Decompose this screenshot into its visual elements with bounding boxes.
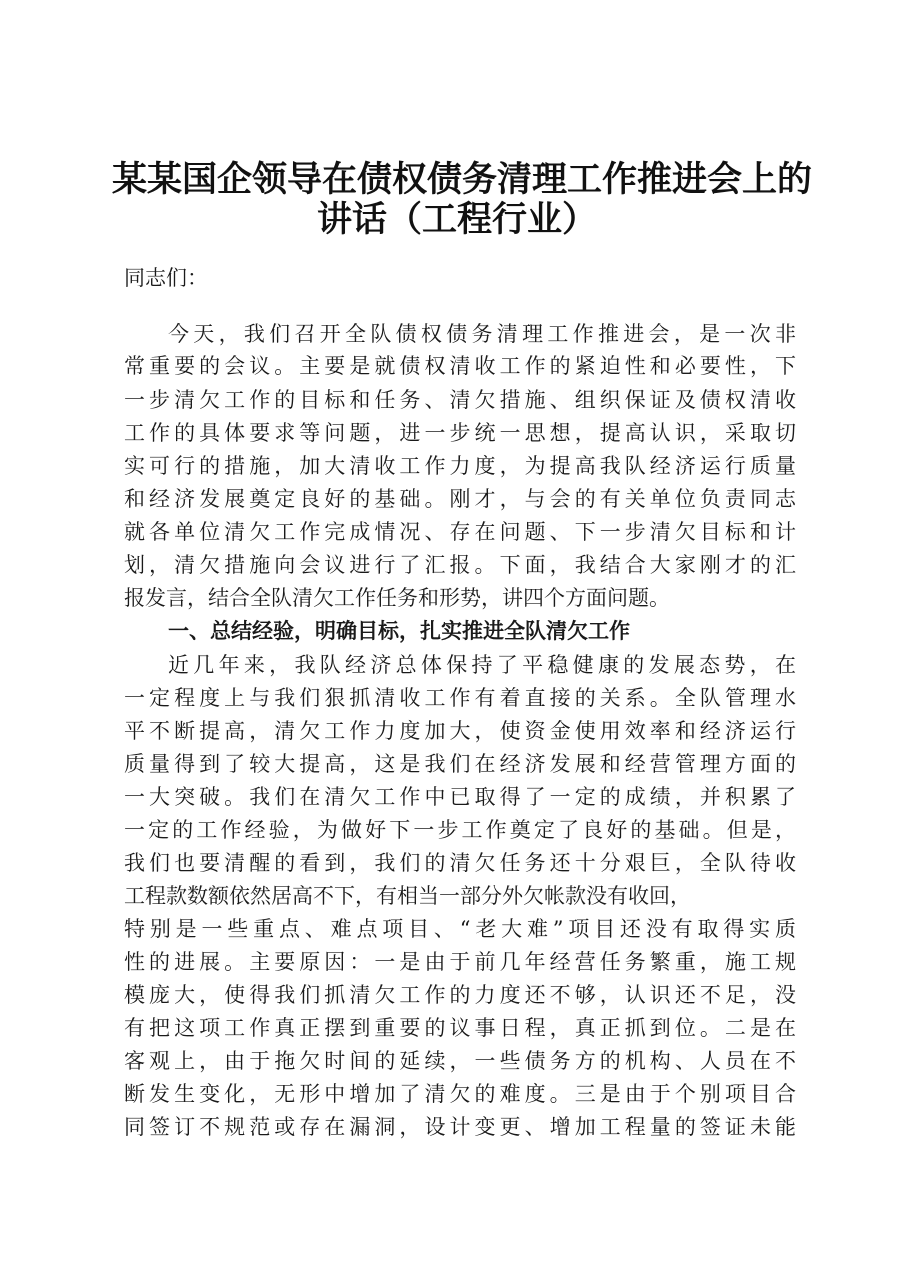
paragraph-line: 客观上，由于拖欠时间的延续，一些债务方的机构、人员在不 — [124, 1049, 796, 1073]
salutation: 同志们： — [124, 266, 208, 290]
paragraph-line: 平不断提高，清欠工作力度加大，使资金使用效率和经济运行 — [124, 719, 796, 743]
paragraph-line: 就各单位清欠工作完成情况、存在问题、下一步清欠目标和计 — [124, 520, 796, 544]
document-title-line1: 某某国企领导在债权债务清理工作推进会上的 — [112, 159, 813, 200]
paragraph-line: 工程款数额依然居高不下，有相当一部分外欠帐款没有收回， — [124, 884, 691, 908]
paragraph-line: 断发生变化，无形中增加了清欠的难度。三是由于个别项目合 — [124, 1082, 796, 1106]
paragraph-line: 今天，我们召开全队债权债务清理工作推进会，是一次非 — [168, 322, 796, 346]
paragraph-line: 同签订不规范或存在漏洞，设计变更、增加工程量的签证未能 — [124, 1115, 796, 1139]
paragraph-line: 我们也要清醒的看到，我们的清欠任务还十分艰巨，全队待收 — [124, 851, 796, 875]
paragraph-line: 划，清欠措施向会议进行了汇报。下面，我结合大家刚才的汇 — [124, 553, 796, 577]
section-heading: 一、总结经验，明确目标，扎实推进全队清欠工作 — [168, 619, 630, 643]
paragraph-line: 质量得到了较大提高，这是我们在经济发展和经营管理方面的 — [124, 752, 796, 776]
paragraph-line: 一大突破。我们在清欠工作中已取得了一定的成绩，并积累了 — [124, 785, 796, 809]
paragraph-line: 模庞大，使得我们抓清欠工作的力度还不够，认识还不足，没 — [124, 983, 796, 1007]
paragraph-line: 一步清欠工作的目标和任务、清欠措施、组织保证及债权清收 — [124, 388, 796, 412]
document-title-line2: 讲话（工程行业） — [316, 199, 597, 240]
paragraph-line: 工作的具体要求等问题，进一步统一思想，提高认识，采取切 — [124, 421, 796, 445]
paragraph-line: 报发言，结合全队清欠工作任务和形势，讲四个方面问题。 — [124, 586, 670, 610]
paragraph-line: 常重要的会议。主要是就债权清收工作的紧迫性和必要性，下 — [124, 354, 796, 378]
paragraph-line: 性的进展。主要原因：一是由于前几年经营任务繁重，施工规 — [124, 950, 796, 974]
paragraph-line: 一定的工作经验，为做好下一步工作奠定了良好的基础。但是， — [124, 818, 796, 842]
paragraph-line: 有把这项工作真正摆到重要的议事日程，真正抓到位。二是在 — [124, 1016, 796, 1040]
paragraph-line: 特别是一些重点、难点项目、“老大难”项目还没有取得实质 — [124, 917, 796, 941]
paragraph-line: 实可行的措施，加大清收工作力度，为提高我队经济运行质量 — [124, 454, 796, 478]
paragraph-line: 一定程度上与我们狠抓清收工作有着直接的关系。全队管理水 — [124, 686, 796, 710]
paragraph-line: 近几年来，我队经济总体保持了平稳健康的发展态势，在 — [168, 653, 796, 677]
paragraph-line: 和经济发展奠定良好的基础。刚才，与会的有关单位负责同志 — [124, 487, 796, 511]
